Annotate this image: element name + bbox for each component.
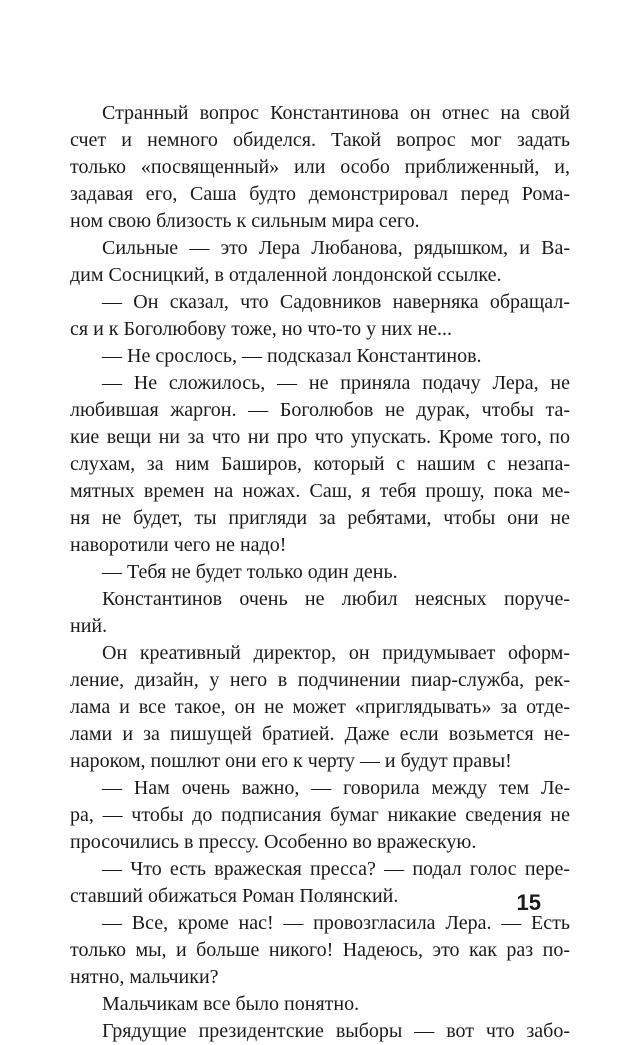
- text-line: просочились в прессу. Особенно во вражескую.: [70, 831, 477, 853]
- text-line: — Что есть вражеская пресса? — подал голос пере-: [102, 858, 570, 880]
- text-line: — Нам очень важно, — говорила между тем Ле-: [102, 777, 570, 799]
- text-line: наворотили чего не надо!: [70, 534, 287, 556]
- text-line: ном свою близость к сильным мира сего.: [70, 210, 420, 232]
- text-line: ра, — чтобы до подписания бумаг никакие сведения не: [70, 804, 570, 826]
- text-line: счет и немного обиделся. Такой вопрос мог задать: [70, 129, 570, 151]
- text-line: Константинов очень не любил неясных поруче-: [102, 588, 570, 610]
- text-line: слухам, за ним Баширов, который с нашим с незапа-: [70, 453, 570, 475]
- text-line: — Он сказал, что Садовников наверняка обращал-: [102, 291, 570, 313]
- text-line: ний.: [70, 615, 108, 637]
- text-line: задавая его, Саша будто демонстрировал перед Рома-: [70, 183, 570, 205]
- page-number: 15: [516, 890, 541, 915]
- text-line: — Тебя не будет только один день.: [102, 561, 398, 583]
- text-line: кие вещи ни за что ни про что упускать. Кроме того, по: [70, 426, 570, 448]
- text-line: любившая жаргон. — Боголюбов не дурак, чтобы та-: [70, 399, 570, 421]
- text-line: лами и за пишущей братией. Даже если возьмется не-: [70, 723, 570, 745]
- body-text: [70, 100, 570, 1045]
- text-line: ня не будет, ты пригляди за ребятами, чтобы они не: [70, 507, 570, 529]
- text-line: нятно, мальчики?: [70, 966, 219, 988]
- text-line: только мы, и больше никого! Надеюсь, это как раз по-: [70, 939, 570, 961]
- text-line: дим Сосницкий, в отдаленной лондонской ссылке.: [70, 264, 502, 286]
- text-line: ставший обижаться Роман Полянский.: [70, 885, 399, 907]
- text-line: лама и все такое, он не может «приглядывать» за отде-: [70, 696, 570, 718]
- text-line: нароком, пошлют они его к черту — и будут правы!: [70, 750, 512, 772]
- text-line: — Все, кроме нас! — провозгласила Лера. — Есть: [102, 912, 570, 934]
- text-line: Грядущие президентские выборы — вот что забо-: [102, 1020, 570, 1042]
- text-line: Он креативный директор, он придумывает оформ-: [102, 642, 570, 664]
- text-line: ление, дизайн, у него в подчинении пиар-служба, рек-: [70, 669, 570, 691]
- text-line: Странный вопрос Константинова он отнес на свой: [102, 102, 570, 124]
- text-line: — Не сложилось, — не приняла подачу Лера, не: [102, 372, 570, 394]
- text-line: — Не срослось, — подсказал Константинов.: [102, 345, 482, 367]
- text-line: ся и к Боголюбову тоже, но что-то у них не...: [70, 318, 453, 340]
- text-line: только «посвященный» или особо приближенный, и,: [70, 156, 570, 178]
- text-line: Мальчикам все было понятно.: [102, 993, 360, 1015]
- text-line: мятных времен на ножах. Саш, я тебя прошу, пока ме-: [70, 480, 570, 502]
- text-line: Сильные — это Лера Любанова, рядышком, и Ва-: [102, 237, 570, 259]
